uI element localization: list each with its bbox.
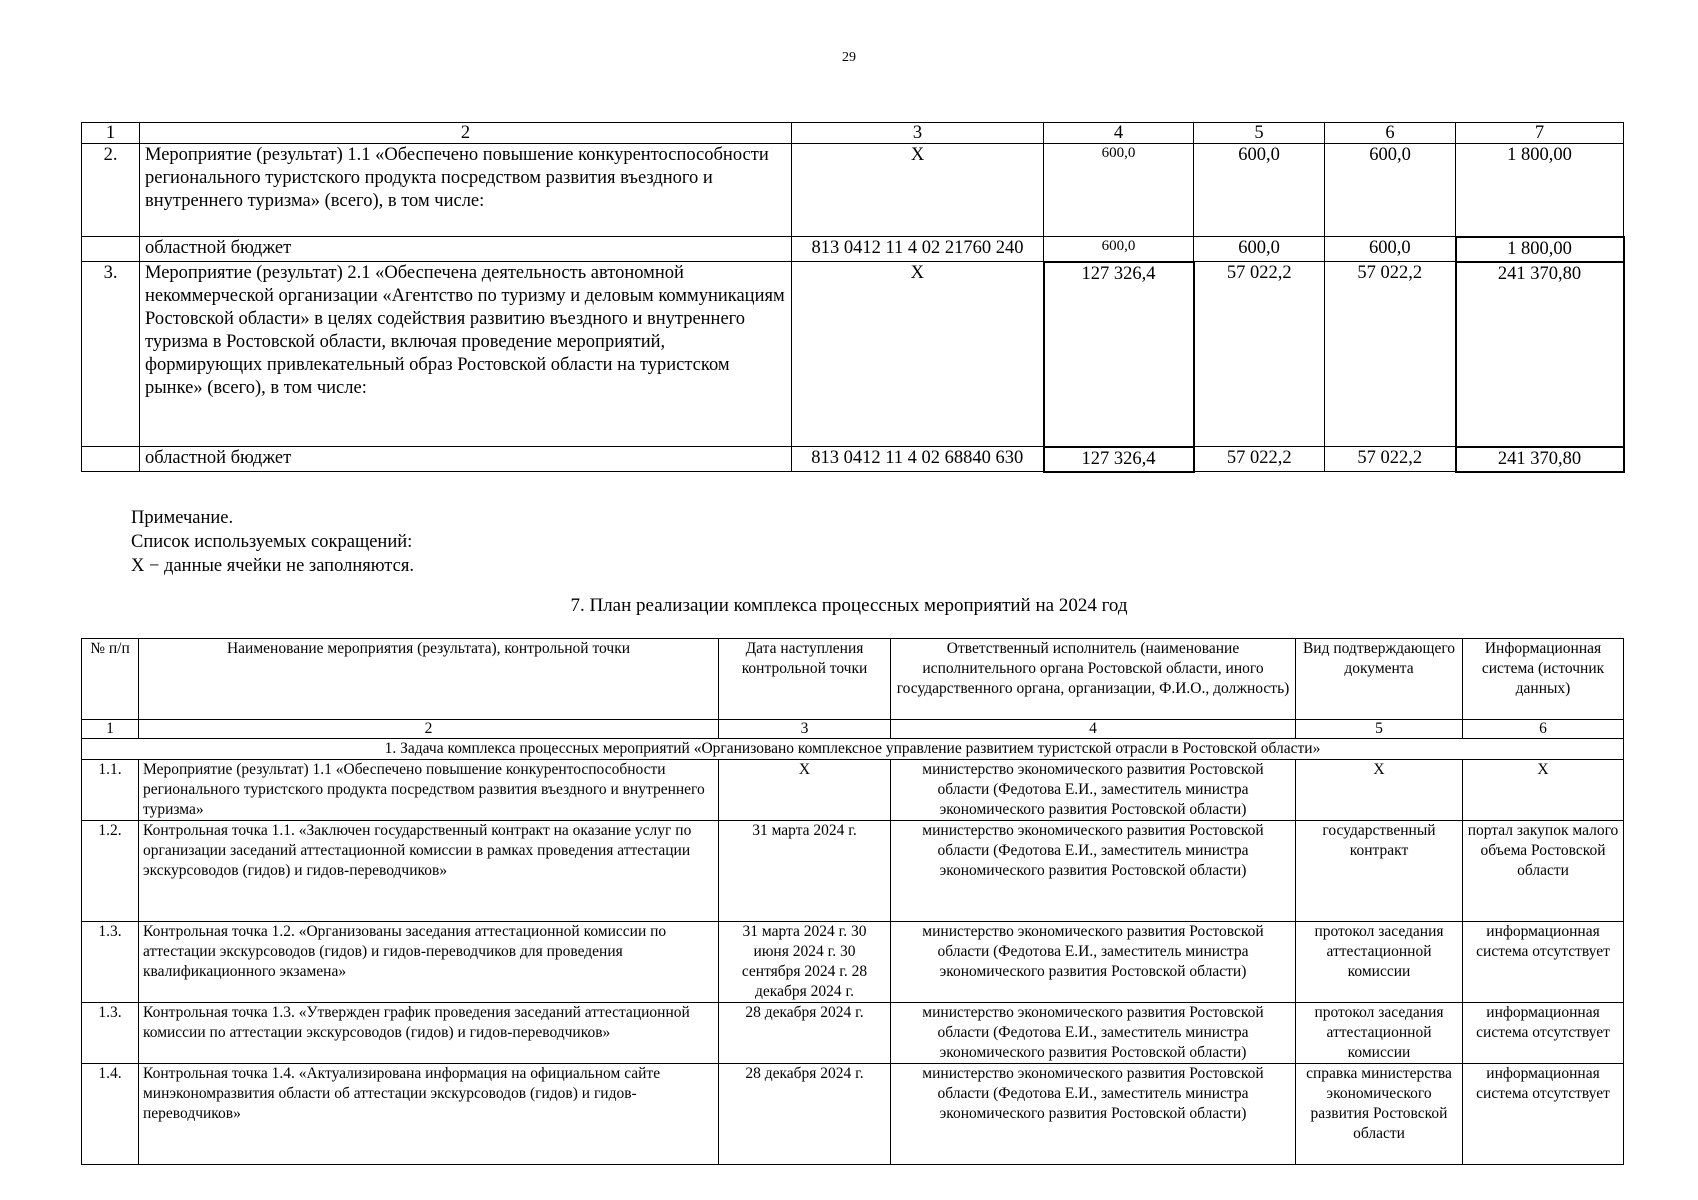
responsible: министерство экономического развития Ростовской области (Федотова Е.И., заместитель министра экономического развития Ростовской области) <box>891 1064 1296 1165</box>
plan-table-header <box>82 639 1624 720</box>
control-date: 31 марта 2024 г. 30 июня 2024 г. 30 сентября 2024 г. 28 декабря 2024 г. <box>719 922 891 1003</box>
budget-code: X <box>792 144 1044 237</box>
budget-header-cell: 4 <box>1044 123 1194 144</box>
responsible: министерство экономического развития Ростовской области (Федотова Е.И., заместитель министра экономического развития Ростовской области) <box>891 821 1296 922</box>
header-number: № п/п <box>82 639 139 720</box>
responsible: министерство экономического развития Ростовской области (Федотова Е.И., заместитель министра экономического развития Ростовской области) <box>891 760 1296 821</box>
document-type: справка министерства экономического развития Ростовской области <box>1296 1064 1463 1165</box>
control-date: 28 декабря 2024 г. <box>719 1003 891 1064</box>
control-date: 31 марта 2024 г. <box>719 821 891 922</box>
row-number <box>82 447 140 472</box>
row-name: Мероприятие (результат) 1.1 «Обеспечено повышение конкурентоспособности регионального туристского продукта посредством развития въездного и внутреннего туризма» (всего), в том числе: <box>140 144 792 237</box>
value-year2: 57 022,2 <box>1194 447 1325 472</box>
plan-row <box>82 821 1624 922</box>
document-type: протокол заседания аттестационной комиссии <box>1296 922 1463 1003</box>
task-title: 1. Задача комплекса процессных мероприятий «Организовано комплексное управление развитием туристской отрасли в Ростовской области» <box>82 739 1624 760</box>
value-year3: 57 022,2 <box>1325 447 1456 472</box>
column-number: 2 <box>139 720 719 739</box>
document-type: протокол заседания аттестационной комиссии <box>1296 1003 1463 1064</box>
budget-header-cell: 3 <box>792 123 1044 144</box>
row-number: 1.3. <box>82 1003 139 1064</box>
budget-header-cell: 5 <box>1194 123 1325 144</box>
info-system: X <box>1463 760 1624 821</box>
plan-table <box>81 638 1624 1165</box>
section-title: 7. План реализации комплекса процессных мероприятий на 2024 год <box>570 595 1128 616</box>
budget-row <box>82 144 1624 237</box>
value-year3: 600,0 <box>1325 144 1456 237</box>
header-date: Дата наступления контрольной точки <box>719 639 891 720</box>
column-number: 6 <box>1463 720 1624 739</box>
value-year1: 600,0 <box>1044 144 1194 237</box>
plan-row <box>82 922 1624 1003</box>
document-type: государственный контракт <box>1296 821 1463 922</box>
abbreviation-x: X − данные ячейки не заполняются. <box>131 556 414 576</box>
row-name: Контрольная точка 1.1. «Заключен государственный контракт на оказание услуг по организации заседаний аттестационной комиссии в рамках проведения аттестации экскурсоводов (гидов) и гидов-переводчиков» <box>139 821 719 922</box>
responsible: министерство экономического развития Ростовской области (Федотова Е.И., заместитель министра экономического развития Ростовской области) <box>891 1003 1296 1064</box>
row-name: Мероприятие (результат) 1.1 «Обеспечено повышение конкурентоспособности регионального туристского продукта посредством развития въездного и внутреннего туризма» <box>139 760 719 821</box>
value-year2: 600,0 <box>1194 237 1325 262</box>
note-block <box>131 506 414 578</box>
row-number: 2. <box>82 144 140 237</box>
column-number: 5 <box>1296 720 1463 739</box>
note-title: Примечание. <box>131 508 234 528</box>
budget-table-header <box>82 123 1624 144</box>
budget-row <box>82 262 1624 447</box>
budget-header-cell: 1 <box>82 123 140 144</box>
info-system: информационная система отсутствует <box>1463 922 1624 1003</box>
value-total: 241 370,80 <box>1456 262 1624 447</box>
row-number: 1.4. <box>82 1064 139 1165</box>
row-name: Мероприятие (результат) 2.1 «Обеспечена деятельность автономной некоммерческой организации «Агентство по туризму и деловым коммуникациям Ростовской области» в целях содействия развитию въездного и внутреннего туризма в Ростовской области, включая проведение мероприятий, формирующих привлекательный образ Ростовской области на туристском рынке» (всего), в том числе: <box>140 262 792 447</box>
budget-header-cell: 2 <box>140 123 792 144</box>
budget-table <box>81 122 1625 473</box>
value-year2: 600,0 <box>1194 144 1325 237</box>
value-total: 241 370,80 <box>1456 447 1624 472</box>
plan-row <box>82 760 1624 821</box>
document-type: X <box>1296 760 1463 821</box>
budget-row <box>82 447 1624 472</box>
row-number: 1.3. <box>82 922 139 1003</box>
page-number: 29 <box>842 50 856 65</box>
budget-code: X <box>792 262 1044 447</box>
plan-row <box>82 1003 1624 1064</box>
value-year2: 57 022,2 <box>1194 262 1325 447</box>
value-total: 1 800,00 <box>1456 237 1624 262</box>
column-number: 1 <box>82 720 139 739</box>
value-year1: 127 326,4 <box>1044 447 1194 472</box>
budget-header-cell: 7 <box>1456 123 1624 144</box>
value-year3: 57 022,2 <box>1325 262 1456 447</box>
budget-row <box>82 237 1624 262</box>
budget-header-cell: 6 <box>1325 123 1456 144</box>
value-year1: 600,0 <box>1044 237 1194 262</box>
control-date: 28 декабря 2024 г. <box>719 1064 891 1165</box>
row-number <box>82 237 140 262</box>
row-name: областной бюджет <box>140 237 792 262</box>
abbreviations-title: Список используемых сокращений: <box>131 532 413 552</box>
info-system: информационная система отсутствует <box>1463 1064 1624 1165</box>
row-name: Контрольная точка 1.3. «Утвержден график проведения заседаний аттестационной комиссии по аттестации экскурсоводов (гидов) и гидов-переводчиков» <box>139 1003 719 1064</box>
row-name: областной бюджет <box>140 447 792 472</box>
row-number: 3. <box>82 262 140 447</box>
header-info-system: Информационная система (источник данных) <box>1463 639 1624 720</box>
column-numbers-row <box>82 720 1624 739</box>
task-row <box>82 739 1624 760</box>
row-name: Контрольная точка 1.2. «Организованы заседания аттестационной комиссии по аттестации экскурсоводов (гидов) и гидов-переводчиков для проведения квалификационного экзамена» <box>139 922 719 1003</box>
info-system: портал закупок малого объема Ростовской области <box>1463 821 1624 922</box>
budget-code: 813 0412 11 4 02 21760 240 <box>792 237 1044 262</box>
control-date: X <box>719 760 891 821</box>
value-year1: 127 326,4 <box>1044 262 1194 447</box>
value-total: 1 800,00 <box>1456 144 1624 237</box>
plan-row <box>82 1064 1624 1165</box>
budget-code: 813 0412 11 4 02 68840 630 <box>792 447 1044 472</box>
header-responsible: Ответственный исполнитель (наименование исполнительного органа Ростовской области, иного государственного органа, организации, Ф.И.О., должность) <box>891 639 1296 720</box>
column-number: 4 <box>891 720 1296 739</box>
info-system: информационная система отсутствует <box>1463 1003 1624 1064</box>
value-year3: 600,0 <box>1325 237 1456 262</box>
header-document: Вид подтверждающего документа <box>1296 639 1463 720</box>
header-name: Наименование мероприятия (результата), контрольной точки <box>139 639 719 720</box>
row-name: Контрольная точка 1.4. «Актуализирована информация на официальном сайте минэкономразвития области об аттестации экскурсоводов (гидов) и гидов-переводчиков» <box>139 1064 719 1165</box>
column-number: 3 <box>719 720 891 739</box>
row-number: 1.2. <box>82 821 139 922</box>
row-number: 1.1. <box>82 760 139 821</box>
responsible: министерство экономического развития Ростовской области (Федотова Е.И., заместитель министра экономического развития Ростовской области) <box>891 922 1296 1003</box>
